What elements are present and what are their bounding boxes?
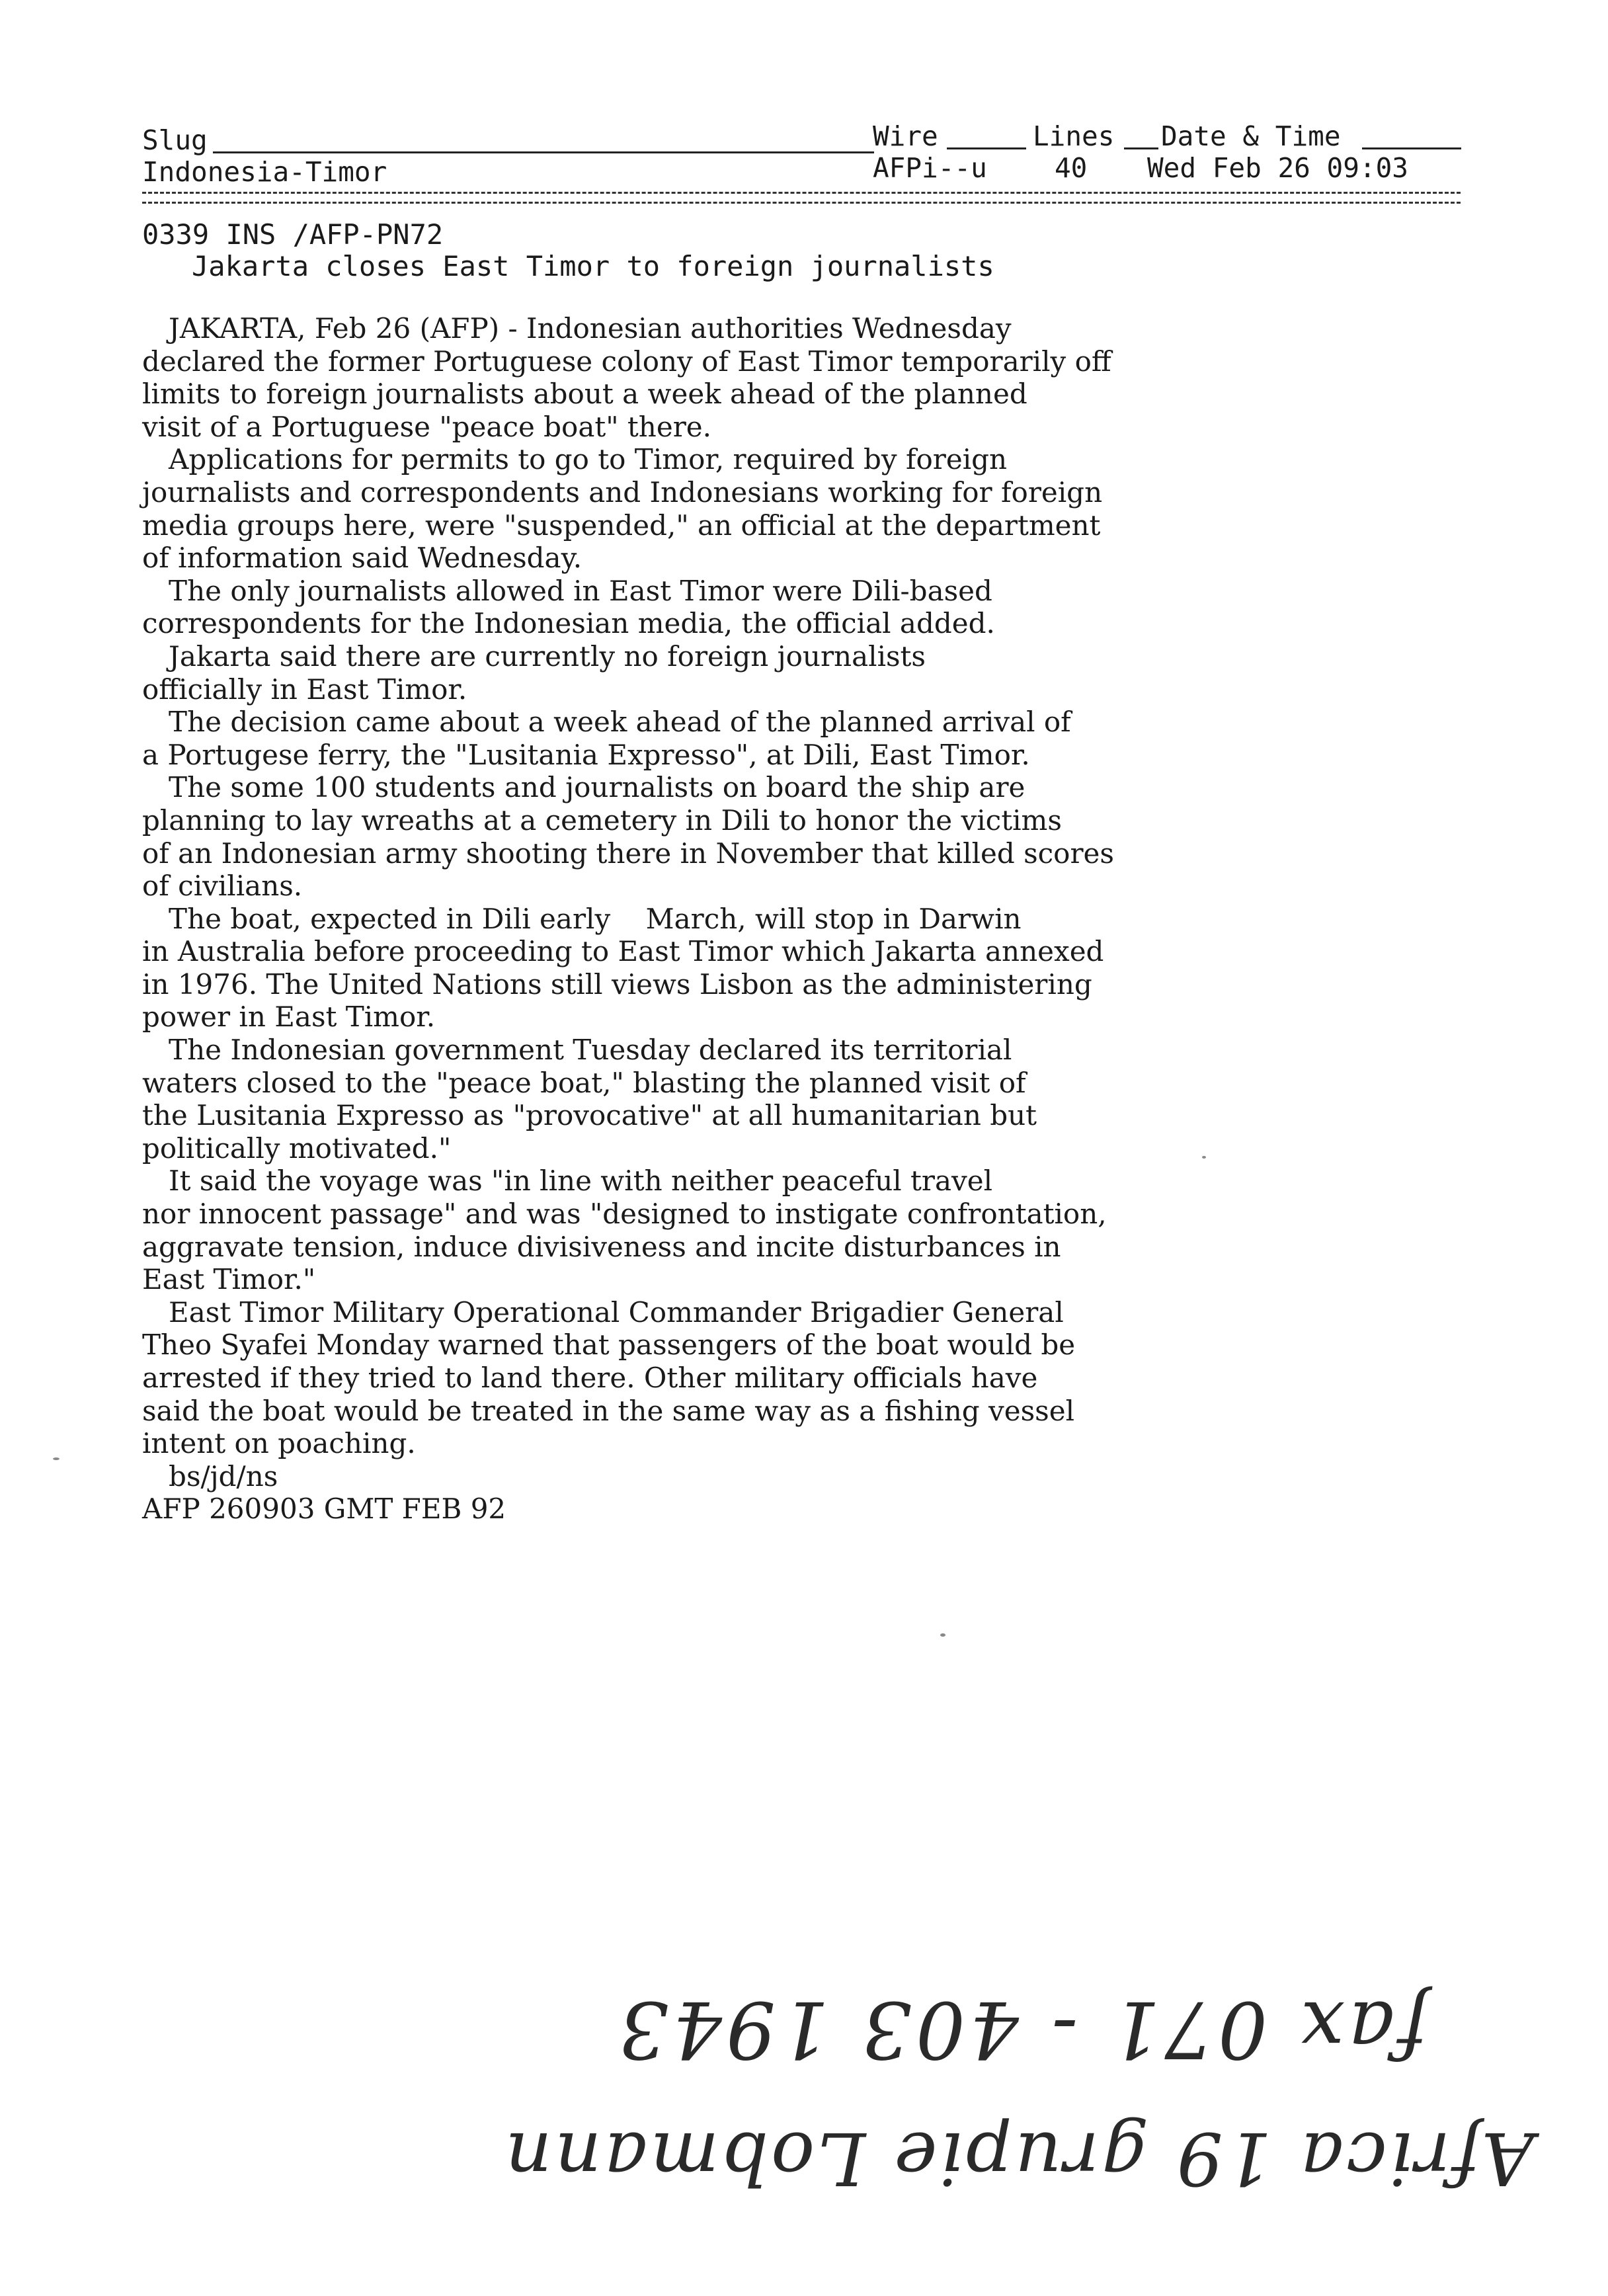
body-line: intent on poaching. — [142, 1427, 416, 1460]
body-line: of an Indonesian army shooting there in November that killed scores — [142, 837, 1114, 870]
body-line: The only journalists allowed in East Timor were Dili-based — [142, 574, 992, 607]
body-line: power in East Timor. — [142, 1001, 436, 1034]
lines-underline — [1124, 147, 1158, 149]
wire-underline — [947, 147, 1026, 149]
body-line: politically motivated." — [142, 1131, 452, 1165]
body-line: Applications for permits to go to Timor, required by foreign — [142, 443, 1008, 476]
story-headline: Jakarta closes East Timor to foreign journalists — [192, 250, 994, 282]
lines-label: Lines — [1033, 120, 1115, 152]
body-line: of civilians. — [142, 870, 303, 903]
scan-speck — [1202, 1156, 1206, 1159]
wire-label: Wire — [873, 120, 938, 152]
slug-value: Indonesia-Timor — [142, 156, 387, 188]
datetime-value: Wed Feb 26 09:03 — [1147, 152, 1408, 184]
body-line: said the boat would be treated in the same way as a fishing vessel — [142, 1394, 1075, 1427]
body-line: The some 100 students and journalists on board the ship are — [142, 771, 1025, 804]
body-line: limits to foreign journalists about a week ahead of the planned — [142, 378, 1027, 411]
story-id-line: 0339 INS /AFP-PN72 — [142, 218, 444, 251]
body-line: AFP 260903 GMT FEB 92 — [142, 1493, 506, 1526]
body-line: journalists and correspondents and Indonesians working for foreign — [142, 475, 1103, 509]
datetime-label: Date & Time — [1161, 120, 1341, 152]
handwritten-note-name: Africa 19 grupie Lobmann — [502, 2116, 1534, 2201]
body-line: The decision came about a week ahead of the planned arrival of — [142, 706, 1071, 739]
scan-speck — [940, 1633, 945, 1637]
body-line: planning to lay wreaths at a cemetery in Dili to honor the victims — [142, 803, 1062, 837]
story-body — [142, 312, 1461, 1526]
body-line: East Timor Military Operational Commander Brigadier General — [142, 1295, 1064, 1329]
body-line: in Australia before proceeding to East Timor which Jakarta annexed — [142, 935, 1104, 968]
body-line: waters closed to the "peace boat," blasting the planned visit of — [142, 1066, 1026, 1099]
wire-value: AFPi--u — [873, 152, 987, 184]
body-line: It said the voyage was "in line with neither peaceful travel — [142, 1165, 993, 1198]
body-line: arrested if they tried to land there. Other military officials have — [142, 1362, 1038, 1394]
body-line: The boat, expected in Dili early March, will stop in Darwin — [142, 902, 1022, 935]
body-line: Theo Syafei Monday warned that passengers of the boat would be — [142, 1329, 1076, 1362]
body-line: a Portugese ferry, the "Lusitania Expresso", at Dili, East Timor. — [142, 738, 1030, 771]
body-line: visit of a Portuguese "peace boat" there. — [142, 410, 711, 443]
body-line: JAKARTA, Feb 26 (AFP) - Indonesian authorities Wednesday — [142, 312, 1012, 345]
body-line: bs/jd/ns — [142, 1459, 278, 1493]
header-double-rule — [142, 192, 1461, 204]
body-line: in 1976. The United Nations still views Lisbon as the administering — [142, 967, 1092, 1001]
slug-underline — [213, 151, 874, 153]
body-line: of information said Wednesday. — [142, 542, 583, 575]
body-line: East Timor." — [142, 1263, 316, 1296]
body-line: officially in East Timor. — [142, 673, 467, 706]
datetime-underline — [1362, 147, 1461, 149]
handwritten-note-fax: fax 071 - 403 1943 — [615, 1984, 1428, 2075]
lines-value: 40 — [1055, 152, 1088, 184]
body-line: The Indonesian government Tuesday declared its territorial — [142, 1034, 1012, 1067]
body-line: Jakarta said there are currently no foreign journalists — [142, 639, 926, 673]
body-line: declared the former Portuguese colony of East Timor temporarily off — [142, 345, 1111, 378]
body-line: correspondents for the Indonesian media, the official added. — [142, 607, 995, 640]
body-line: media groups here, were "suspended," an official at the department — [142, 509, 1101, 542]
body-line: the Lusitania Expresso as "provocative" at all humanitarian but — [142, 1099, 1037, 1132]
scan-speck — [53, 1457, 60, 1460]
slug-label: Slug — [142, 124, 208, 156]
body-line: nor innocent passage" and was "designed to instigate confrontation, — [142, 1198, 1107, 1231]
body-line: aggravate tension, induce divisiveness and incite disturbances in — [142, 1230, 1061, 1263]
